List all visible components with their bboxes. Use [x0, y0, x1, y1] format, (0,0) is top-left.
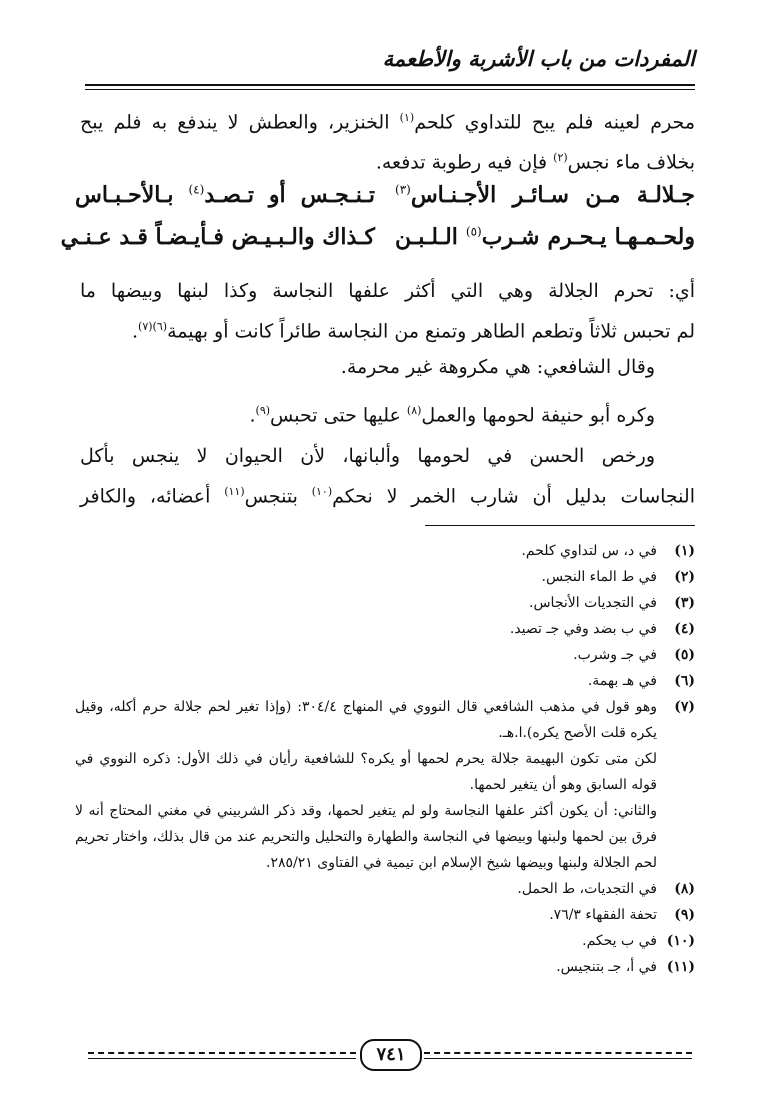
- footnote-item: [75, 954, 695, 980]
- footnote-number: (٢): [674, 569, 695, 585]
- footnote-text: في جـ وشرب.: [573, 647, 657, 663]
- text-run: الخنزير، والعطش لا يندفع به فلم يبح: [80, 111, 400, 134]
- commentary-paragraph-1: [80, 273, 695, 349]
- verse-hemistich: ولحـمـهـا يـحـرم شـرب$^{(٥)}$ الـلـبـن: [395, 224, 696, 250]
- footnote-text: في التجديات الأنجاس.: [529, 595, 657, 611]
- footnote-ref-8[interactable]: (٨): [406, 404, 422, 417]
- header-rule-thick: [85, 84, 695, 86]
- footnote-text: في ط الماء النجس.: [541, 569, 657, 585]
- verse-row-2: [60, 224, 696, 264]
- verse-hemistich: تـنـجـس أو تـصـد$^{(٤)}$ بـالأحـبـاس: [75, 182, 375, 208]
- text-line: لم تحبس ثلاثاً وتطعم الطاهر وتمنع من النجاسة طائراً كانت أو بهيمة$^{(٦)(٧)}$.: [131, 320, 695, 343]
- footnote-item: [75, 902, 695, 928]
- footnote-item: [75, 668, 695, 694]
- footnote-number: (٤): [674, 621, 695, 637]
- footnote-ref-5[interactable]: (٥): [465, 224, 482, 239]
- footnote-number: (٥): [674, 647, 695, 663]
- footnote-paragraph: والثاني: أن يكون أكثر علفها النجاسة ولو لم يتغير لحمها، وقد ذكر الشربيني في مغني المحتاج أنه لا فرق بين لحمها ولبنها وبيضها في النجاسة والطهارة والتحليل والتحريم عند من قال بذلك، واختار تحريم لحم الجلالة ولبنها وبيضها شيخ الإسلام ابن تيمية في الفتاوى ٢٨٥/٢١.: [75, 803, 657, 871]
- footnote-text: في التجديات، ط الحمل.: [517, 881, 657, 897]
- footnote-text: في د، س لتداوي كلحم.: [521, 543, 657, 559]
- verse-row-1: [75, 182, 695, 222]
- verse-hemistich: جـلالـة مـن سـائـر الأجـنـاس$^{(٣)}$: [395, 182, 695, 208]
- footnote-number: (١١): [666, 959, 695, 975]
- intro-line-1: [80, 100, 695, 140]
- commentary-paragraph-3: [80, 393, 695, 433]
- footer-rule-right: [424, 1058, 692, 1059]
- footnote-ref-9[interactable]: (٩): [255, 404, 271, 417]
- footnote-number: (٦): [674, 673, 695, 689]
- verse-hemistich: كـذاك والـبـيـض فـأيـضـاً قـد عـنـي: [60, 224, 375, 250]
- text-run: فإن فيه رطوبة تدفعه.: [375, 151, 554, 174]
- footnote-number: (٩): [674, 907, 695, 923]
- footnote-separator: [425, 525, 695, 526]
- commentary-paragraph-2: [80, 349, 695, 385]
- footnote-number: (١٠): [666, 933, 695, 949]
- text-line: النجاسات بدليل أن شارب الخمر لا نحكم$^{(١٠)}$ بتنجس$^{(١١)}$ أعضائه، والكافر: [80, 485, 695, 508]
- footnote-text: في ب يحكم.: [582, 933, 657, 949]
- footnote-item: [75, 538, 695, 564]
- text-line: وكره أبو حنيفة لحومها والعمل$^{(٨)}$ عليها حتى تحبس$^{(٩)}$.: [249, 404, 655, 427]
- text-line: وقال الشافعي: هي مكروهة غير محرمة.: [340, 356, 655, 378]
- footnote-ref-4[interactable]: (٤): [188, 182, 205, 197]
- footnote-ref-6-7[interactable]: (٦)(٧): [138, 320, 168, 333]
- footnote-ref-1[interactable]: (١): [399, 111, 415, 124]
- footnote-item: [75, 876, 695, 902]
- footer-rule-left: [88, 1058, 356, 1059]
- footer-dashes-left: [88, 1052, 356, 1054]
- text-run: محرم لعينه فلم يبح للتداوي كلحم: [414, 111, 695, 134]
- footnote-item: [75, 616, 695, 642]
- commentary-paragraph-4: [80, 438, 695, 514]
- footnote-paragraph: وهو قول في مذهب الشافعي قال النووي في المنهاج ٣٠٤/٤: (وإذا تغير لحم جلالة حرم أكله، وقيل يكره قلت الأصح يكره).ا.هـ.: [75, 699, 657, 741]
- footnote-item: [75, 564, 695, 590]
- footnote-number: (٧): [674, 699, 695, 715]
- footnote-text: في هـ بهمة.: [587, 673, 657, 689]
- footer-dashes-right: [424, 1052, 692, 1054]
- footnote-item: [75, 928, 695, 954]
- text-run: بخلاف ماء نجس: [567, 151, 695, 174]
- intro-paragraph: [80, 100, 695, 181]
- footnote-item: [75, 694, 695, 876]
- footnote-ref-2[interactable]: (٢): [553, 151, 568, 165]
- page-footer: [88, 1038, 692, 1072]
- footnote-ref-3[interactable]: (٣): [395, 182, 411, 197]
- footnote-number: (٣): [674, 595, 695, 611]
- text-line: ورخص الحسن في لحومها وألبانها، لأن الحيوان لا ينجس بأكل: [80, 445, 655, 467]
- footnote-paragraph: لكن متى تكون البهيمة جلالة يحرم لحمها أو يكره؟ للشافعية رأيان في ذلك الأول: ذكره النووي في قوله السابق وهو أن يتغير لحمها.: [75, 751, 657, 793]
- footnote-item: [75, 642, 695, 668]
- footnote-text: تحفة الفقهاء ٧٦/٣.: [549, 907, 657, 923]
- footnotes-list: [75, 538, 695, 980]
- running-header: [85, 40, 695, 92]
- footnote-ref-11[interactable]: (١١): [224, 485, 245, 498]
- header-rule-thin: [85, 89, 695, 90]
- footnote-text: في ب بضد وفي جـ تصيد.: [509, 621, 657, 637]
- footnote-number: (٨): [674, 881, 695, 897]
- text-line: أي: تحرم الجلالة وهي التي أكثر علفها النجاسة وكذا لبنها وبيضها ما: [80, 280, 695, 302]
- intro-line-2: [80, 140, 695, 180]
- page-number: ٧٤١: [360, 1039, 422, 1071]
- footnote-text: في أ، جـ بتنجيس.: [556, 959, 657, 975]
- footnote-number: (١): [674, 543, 695, 559]
- footnote-item: [75, 590, 695, 616]
- verse-block: [60, 182, 696, 270]
- chapter-title: المفردات من باب الأشربة والأطعمة: [382, 46, 695, 71]
- footnote-ref-10[interactable]: (١٠): [311, 485, 333, 498]
